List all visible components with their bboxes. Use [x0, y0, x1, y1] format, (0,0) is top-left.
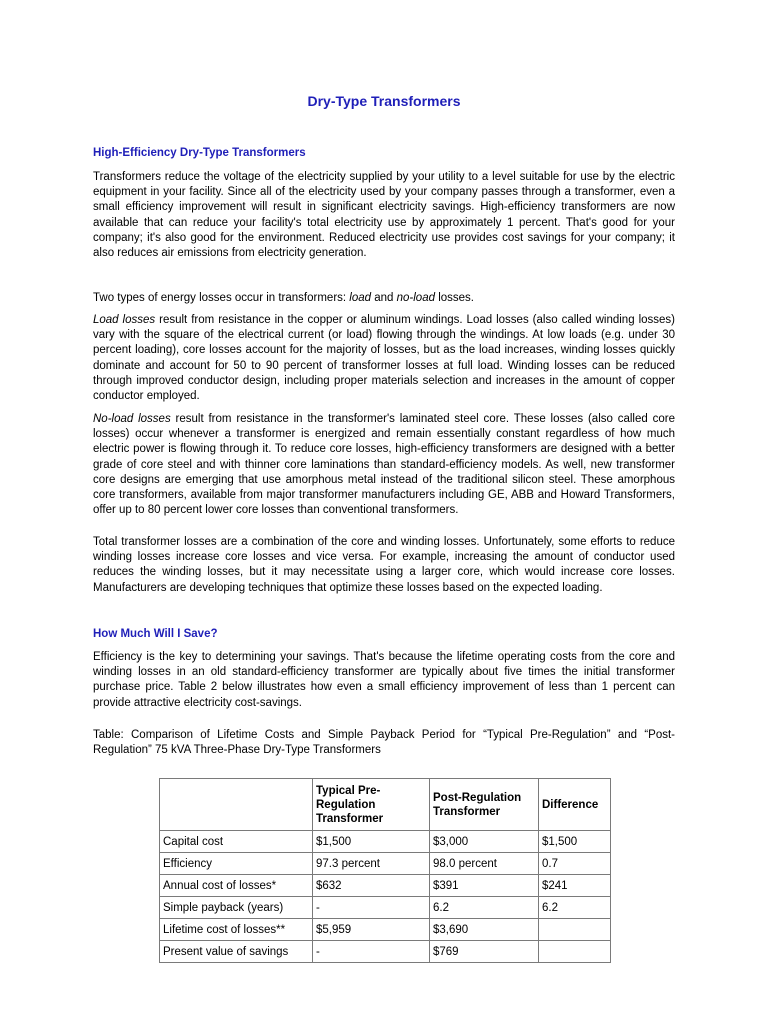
table-cell: 0.7 [539, 853, 611, 875]
table-cell: - [313, 897, 430, 919]
table-cell: Lifetime cost of losses** [160, 919, 313, 941]
table-cell: $241 [539, 875, 611, 897]
comparison-table [159, 778, 611, 963]
table-row [160, 897, 611, 919]
table-cell: 98.0 percent [430, 853, 539, 875]
table-cell: Present value of savings [160, 941, 313, 963]
table-cell: 6.2 [430, 897, 539, 919]
table-cell: Capital cost [160, 831, 313, 853]
table-cell: $1,500 [313, 831, 430, 853]
table-cell: 97.3 percent [313, 853, 430, 875]
table-header-cell: Post-Regulation Transformer [430, 779, 539, 831]
table-row [160, 919, 611, 941]
page-title: Dry-Type Transformers [307, 93, 461, 109]
paragraph-no-load-losses: No-load losses result from resistance in the transformer's laminated steel core. These losses (also called core losses) occur whenever a transformer is energized and remain essentially constant regardless of how much electric power is flowing through it. To reduce core losses, high-efficiency transformers are designed with a better grade of core steel and with thinner core laminations than standard-efficiency models. As well, new transformer core designs are emerging that use amorphous metal instead of the traditional silicon steel. These amorphous core transformers, available from major transformer manufacturers including GE, ABB and Howard Transformers, offer up to 80 percent lower core losses than conventional transformers. [93, 413, 675, 517]
section-heading-high-efficiency: High-Efficiency Dry-Type Transformers [93, 147, 306, 159]
paragraph-total-losses: Total transformer losses are a combination of the core and winding losses. Unfortunately, some efforts to reduce winding losses increase core losses and vice versa. For example, increasing the amount of conductor used reduces the winding losses, but it may necessitate using a larger core, which would increase core losses. Manufacturers are developing techniques that optimize these losses based on the expected loading. [93, 536, 675, 594]
table-cell: - [313, 941, 430, 963]
table-cell: Simple payback (years) [160, 897, 313, 919]
table-cell: $3,690 [430, 919, 539, 941]
table-row [160, 831, 611, 853]
section-heading-savings: How Much Will I Save? [93, 628, 218, 640]
table-cell: Efficiency [160, 853, 313, 875]
table-cell: $391 [430, 875, 539, 897]
table-row [160, 853, 611, 875]
table-cell: $632 [313, 875, 430, 897]
table-header-cell: Typical Pre-Regulation Transformer [313, 779, 430, 831]
table-header-row [160, 779, 611, 831]
table-header-cell: Difference [539, 779, 611, 831]
table-row [160, 941, 611, 963]
table-cell: $5,959 [313, 919, 430, 941]
table-row [160, 875, 611, 897]
paragraph-efficiency: Efficiency is the key to determining your savings. That's because the lifetime operating costs from the core and winding losses in an old standard-efficiency transformer are typically about five times the initial transformer purchase price. Table 2 below illustrates how even a small efficiency improvement of less than 1 percent can provide attractive electricity cost-savings. [93, 651, 675, 709]
paragraph-loss-types: Two types of energy losses occur in transformers: load and no-load losses. [93, 292, 474, 304]
paragraph-intro: Transformers reduce the voltage of the electricity supplied by your utility to a level suitable for use by the electric equipment in your facility. Since all of the electricity used by your company passes through a transformer, even a small efficiency improvement will result in significant electricity savings. High-efficiency transformers are now available that can reduce your facility's total electricity use by approximately 1 percent. That's good for your company; it's also good for the environment. Reduced electricity use provides cost savings for your company; it also reduces air emissions from electricity generation. [93, 171, 675, 260]
table-cell [539, 919, 611, 941]
table-caption: Table: Comparison of Lifetime Costs and Simple Payback Period for “Typical Pre-Regulation” and “Post-Regulation” 75 kVA Three-Phase Dry-Type Transformers [93, 729, 675, 757]
paragraph-load-losses: Load losses result from resistance in the copper or aluminum windings. Load losses (also called winding losses) vary with the square of the electrical current (or load) flowing through the windings. At low loads (e.g. under 30 percent loading), core losses account for the majority of losses, but as the load increases, winding losses quickly dominate and account for 50 to 90 percent of transformer losses at full load. Winding losses can be reduced through improved conductor design, including proper materials selection and increases in the amount of copper conductor employed. [93, 314, 676, 403]
table-cell: Annual cost of losses* [160, 875, 313, 897]
table-cell: $1,500 [539, 831, 611, 853]
table-cell: $3,000 [430, 831, 539, 853]
table-cell: $769 [430, 941, 539, 963]
table-header-cell [160, 779, 313, 831]
table-cell: 6.2 [539, 897, 611, 919]
table-cell [539, 941, 611, 963]
